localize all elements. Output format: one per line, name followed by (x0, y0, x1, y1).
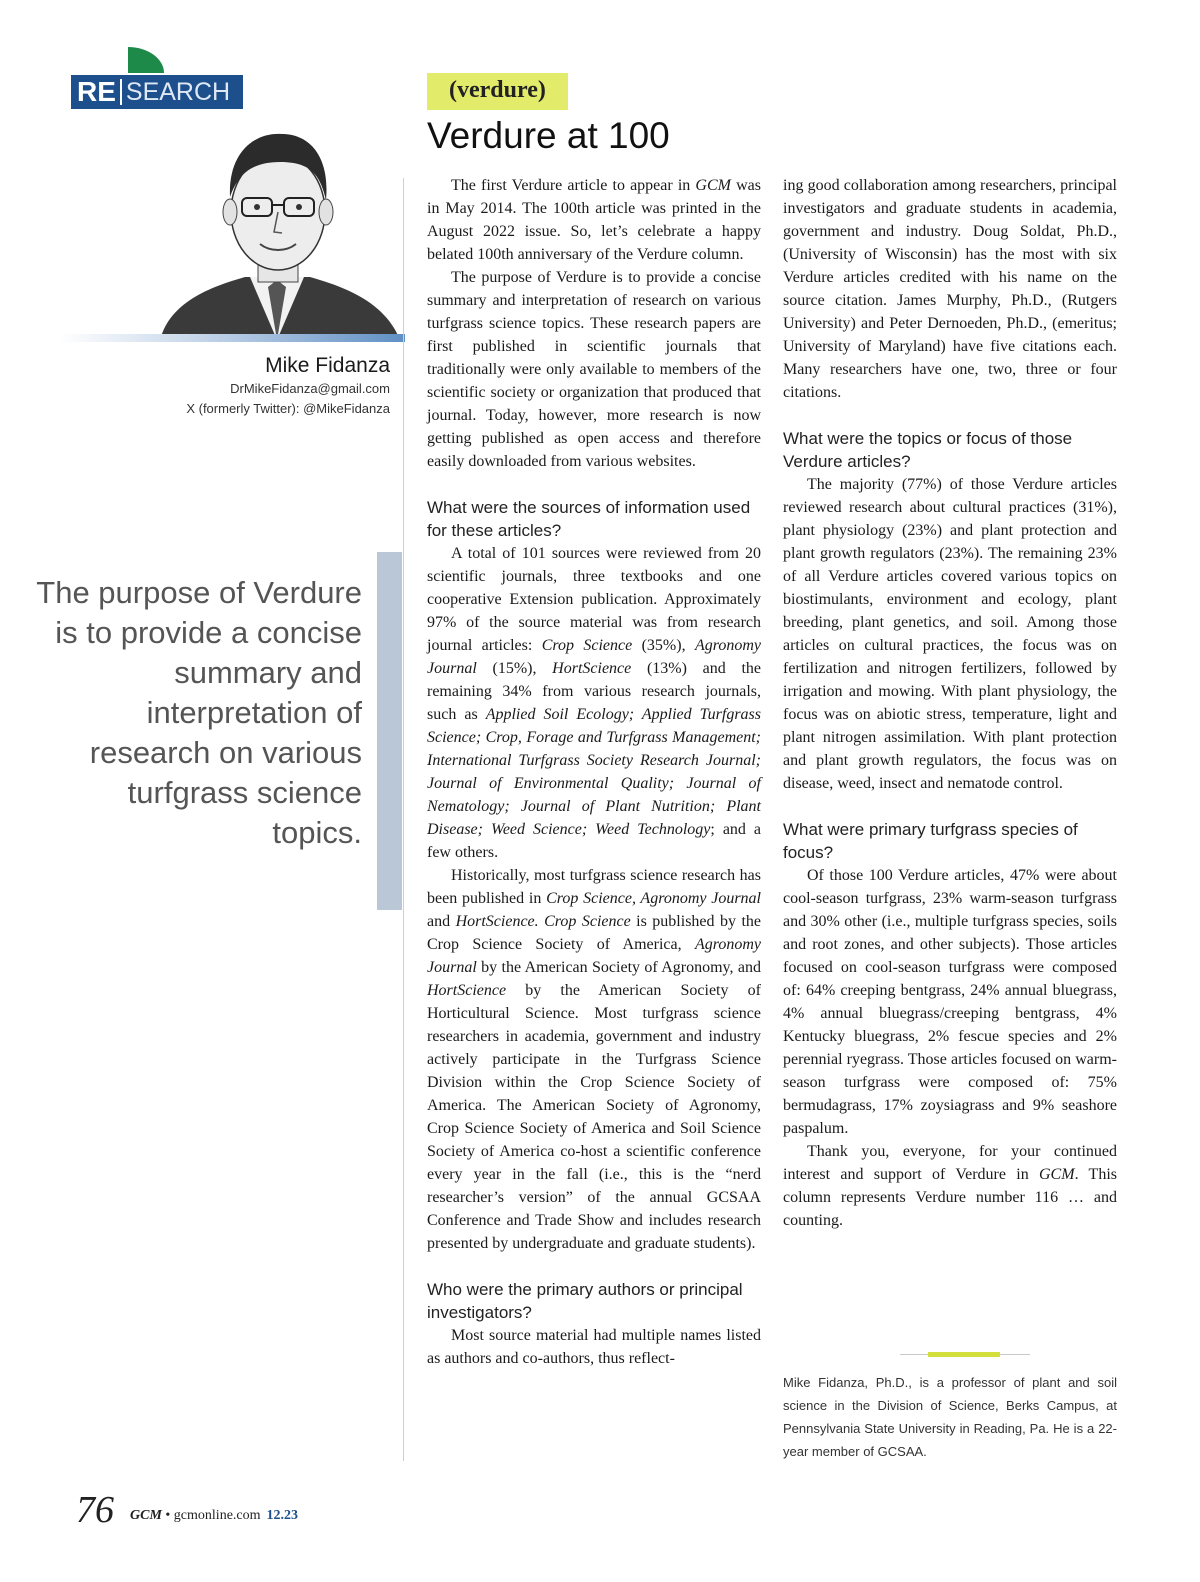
author-portrait (150, 112, 405, 340)
folio-site: • gcmonline.com (161, 1508, 261, 1523)
subhead: What were the topics or focus of those Verdure articles? (783, 429, 1073, 471)
paragraph: A total of 101 sources were reviewed from 20 scientific journals, three textbooks and one cooperative Extension publication. Approximately 97% of the source material was from research journal articles: Crop Science (35%), Agronomy Journal (15%), HortScience (13%) and the remaining 34% from various research journals, such as Applied Soil Ecology; Applied Turfgrass Science; Crop, Forage and Turfgrass Management; International Turfgrass Society Research Journal; Journal of Environmental Quality; Journal of Nematology; Journal of Plant Nutrition; Plant Disease; Weed Science; Weed Technology; and a few others. (427, 545, 762, 861)
body-column-1 (427, 174, 761, 1370)
pull-quote: The purpose of Verdure is to provide a concise summary and interpretation of research on various turfgrass science topics. (36, 575, 362, 850)
paragraph: The purpose of Verdure is to provide a concise summary and interpretation of research on various turfgrass science topics. These research papers are first published in scientific journals that traditionally were only available to members of the scientific society or organization that produced that journal. Today, however, more research is now getting published as open access and therefore easily downloaded from various websites. (427, 269, 761, 470)
subhead: What were primary turfgrass species of focus? (783, 820, 1078, 862)
folio-date: 12.23 (266, 1508, 299, 1523)
author-name: Mike Fidanza (265, 354, 390, 377)
portrait-rule (60, 334, 405, 342)
subhead: What were the sources of information used for these articles? (427, 498, 751, 540)
paragraph: ing good collaboration among researchers, principal investigators and graduate students in academia, government and industry. Doug Soldat, Ph.D., (University of Wisconsin) has the most with six Verdure articles credited with his name on the source citation. James Murphy, Ph.D., (Rutgers University) and Peter Dernoeden, Ph.D., (emeritus; University of Maryland) have five citations each. Many researchers have one, two, three or four citations. (783, 177, 1117, 401)
column-tag: (verdure) (427, 73, 568, 110)
folio (130, 1508, 298, 1524)
folio-brand: GCM (130, 1508, 162, 1523)
headline: Verdure at 100 (427, 115, 670, 156)
subhead: Who were the primary authors or principal investigators? (427, 1280, 743, 1322)
column-divider (403, 178, 404, 1461)
pull-quote-bar (377, 552, 402, 910)
section-logo-search: SEARCH (125, 77, 231, 106)
section-logo-re: RE (77, 76, 116, 107)
author-bio: Mike Fidanza, Ph.D., is a professor of plant and soil science in the Division of Science, Berks Campus, at Pennsylvania State University in Reading, Pa. He is a 22-year member of GCSAA. (783, 1375, 1117, 1459)
logo-leaf-icon (128, 47, 164, 73)
paragraph: Of those 100 Verdure articles, 47% were about cool-season turfgrass, 23% warm-season turfgrass and 30% other (i.e., multiple turfgrass species, soils and root zones, and other subjects). Those articles focused on cool-season turfgrass were composed of: 64% creeping bentgrass, 24% annual bluegrass, 4% annual bluegrass/creeping bentgrass, 4% Kentucky bluegrass, 2% fescue species and 2% perennial ryegrass. Those articles focused on warm-season turfgrass were composed of: 75% bermudagrass, 17% zoysiagrass and 9% seashore paspalum. (783, 867, 1117, 1137)
bio-accent (928, 1352, 1000, 1357)
page-number: 76 (76, 1489, 114, 1531)
paragraph: Most source material had multiple names listed as authors and co-authors, thus reflect- (427, 1327, 761, 1367)
paragraph: The first Verdure article to appear in GCM was in May 2014. The 100th article was printed in the August 2022 issue. So, let’s celebrate a happy belated 100th anniversary of the Verdure column. (427, 177, 761, 263)
section-logo-divider (120, 79, 122, 105)
author-social: X (formerly Twitter): @MikeFidanza (186, 401, 390, 416)
author-email: DrMikeFidanza@gmail.com (230, 381, 390, 396)
body-column-2 (783, 174, 1117, 1232)
paragraph: The majority (77%) of those Verdure articles reviewed research about cultural practices (31%), plant physiology (23%) and plant protection and plant growth regulators (23%). The remaining 23% of all Verdure articles covered various topics on biostimulants, environment and ecology, plant breeding, plant genetics, and soil. Among those articles on cultural practices, the focus was on fertilization and nitrogen fertilizers, followed by irrigation and mowing. With plant physiology, the focus was on abiotic stress, temperature, light and plant nitrogen assimilation. With plant protection and plant growth regulators, the focus was on disease, weed, insect and nematode control. (783, 476, 1117, 792)
paragraph: Thank you, everyone, for your continued interest and support of Verdure in GCM. This column represents Verdure number 116 … and counting. (783, 1143, 1117, 1229)
section-logo (71, 75, 243, 109)
paragraph: Historically, most turfgrass science research has been published in Crop Science, Agronomy Journal and HortScience. Crop Science is published by the Crop Science Society of America, Agronomy Journal by the American Society of Agronomy, and HortScience by the American Society of Horticultural Science. Most turfgrass science researchers in academia, government and industry actively participate in the Turfgrass Science Division within the Crop Science Society of America. The American Society of Agronomy, Crop Science Society of America and Soil Science Society of America co-host a scientific conference every year in the fall (i.e., this is the “nerd researcher’s version” of the annual GCSAA Conference and Trade Show and includes research presented by undergraduate and graduate students). (427, 867, 761, 1252)
